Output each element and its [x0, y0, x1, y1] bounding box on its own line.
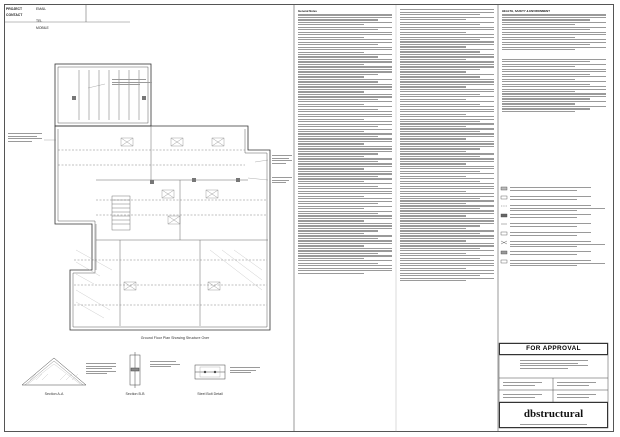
legend-item: [510, 213, 605, 219]
detail-caption: Steel Bolt Detail: [197, 392, 223, 396]
company-tagline: [520, 423, 587, 427]
column-callout: [8, 132, 42, 143]
legend-item: [510, 231, 605, 237]
legend-item: [510, 222, 605, 228]
structural-notes-column: [400, 8, 494, 282]
contact-value: EMAIL: [36, 7, 47, 11]
scale-block: [503, 381, 549, 387]
section-b-callout: [150, 360, 180, 369]
company-logo-text: dbstructural: [523, 408, 584, 420]
general-notes-heading: General Notes: [298, 9, 317, 13]
plan-caption: Ground Floor Plan Showing Structure Over: [140, 336, 210, 340]
section-a-caption: Section A-A: [44, 392, 64, 396]
drawing-number-block: [557, 393, 603, 399]
legend-item: [510, 195, 605, 201]
contact-value: TEL: [36, 19, 43, 24]
general-notes-column: [298, 8, 392, 275]
legend-item: [510, 250, 605, 256]
detail-callout: [230, 366, 260, 375]
project-address-block: [520, 359, 588, 370]
safety-heading: HEALTH, SAFETY & ENVIRONMENT: [502, 9, 550, 13]
contact-label: PROJECT CONTACT: [6, 7, 23, 18]
contact-value: MOBILE: [36, 25, 49, 30]
date-block: [557, 381, 603, 387]
padstone-callout: [272, 176, 292, 185]
section-callout: [86, 362, 116, 376]
legend-item: [510, 259, 605, 268]
approval-status: FOR APPROVAL: [499, 343, 608, 355]
drawn-block: [503, 393, 549, 399]
lintel-callout: [272, 154, 292, 165]
beam-callout: [112, 78, 152, 87]
section-b-caption: Section B-B: [125, 392, 145, 396]
safety-notes-column: [502, 8, 606, 113]
legend-item: [510, 186, 605, 192]
company-logo: [499, 402, 608, 428]
legend-item: [510, 240, 605, 249]
legend-item: [510, 204, 605, 213]
